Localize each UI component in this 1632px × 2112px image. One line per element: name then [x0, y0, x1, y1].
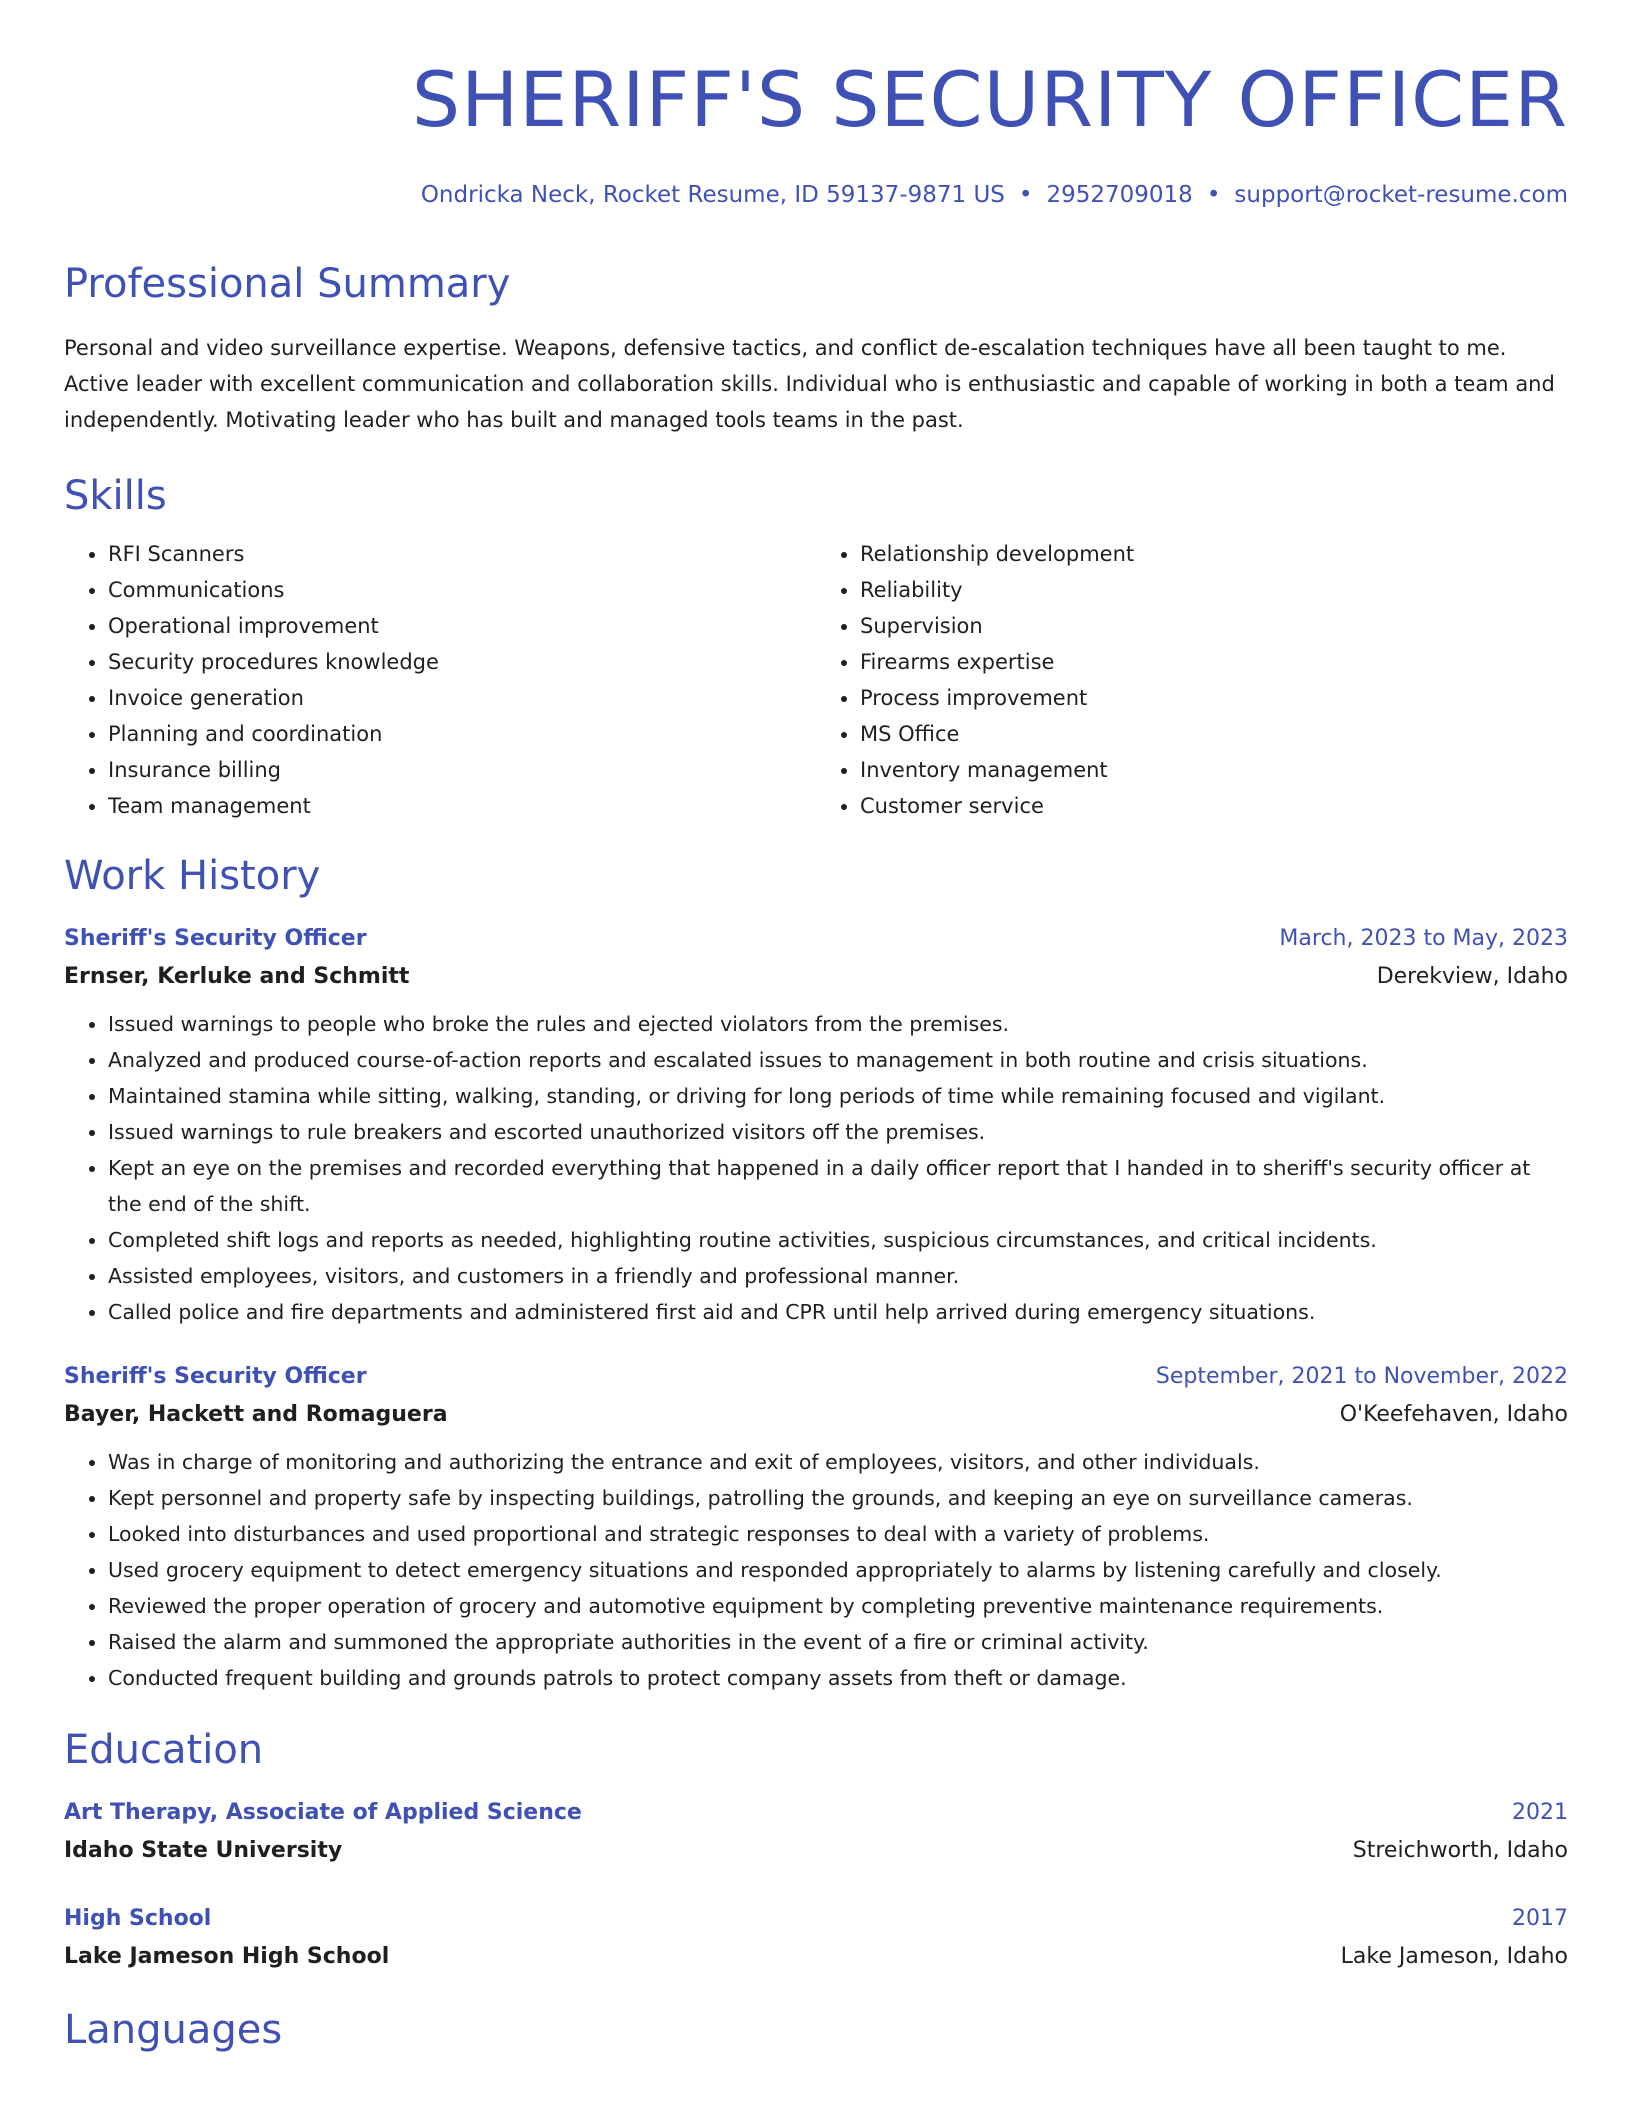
job-bullet: • Kept personnel and property safe by inspecting buildings, patrolling the grounds, and keeping an eye on surveillance cameras. — [108, 1480, 1568, 1516]
job-entry — [64, 920, 1568, 1330]
contact-email: support@rocket-resume.com — [1234, 182, 1568, 208]
education-location: Lake Jameson, Idaho — [1340, 1944, 1568, 1969]
job-company: Ernser, Kerluke and Schmitt — [64, 964, 410, 989]
job-role: Sheriff's Security Officer — [64, 1364, 367, 1389]
resume-name-title: SHERIFF'S SECURITY OFFICER — [411, 55, 1568, 144]
job-bullet: • Raised the alarm and summoned the appropriate authorities in the event of a fire or criminal activity. — [108, 1624, 1568, 1660]
job-header — [64, 1358, 1568, 1396]
job-bullet: • Analyzed and produced course-of-action reports and escalated issues to management in both routine and crisis situations. — [108, 1042, 1568, 1078]
job-company: Bayer, Hackett and Romaguera — [64, 1402, 448, 1427]
job-bullet: • Issued warnings to people who broke the rules and ejected violators from the premises. — [108, 1006, 1568, 1042]
contact-address: Ondricka Neck, Rocket Resume, ID 59137-9871 US — [420, 182, 1005, 208]
job-subheader — [64, 1396, 1568, 1434]
education-header — [64, 1794, 1568, 1832]
job-dates: September, 2021 to November, 2022 — [1155, 1364, 1568, 1389]
education-school: Idaho State University — [64, 1838, 343, 1863]
education-school: Lake Jameson High School — [64, 1944, 390, 1969]
section-title-skills: Skills — [64, 473, 167, 519]
job-role: Sheriff's Security Officer — [64, 926, 367, 951]
job-bullet: • Looked into disturbances and used proportional and strategic responses to deal with a variety of problems. — [108, 1516, 1568, 1552]
job-dates: March, 2023 to May, 2023 — [1279, 926, 1568, 951]
education-degree: Art Therapy, Associate of Applied Science — [64, 1800, 582, 1825]
education-subheader — [64, 1938, 1568, 1976]
education-degree: High School — [64, 1906, 212, 1931]
section-title-summary: Professional Summary — [64, 261, 511, 307]
contact-separator: • — [1206, 182, 1221, 208]
summary-text: Personal and video surveillance expertise. Weapons, defensive tactics, and conflict de-escalation techniques have all been taught to me. Active leader with excellent communication and collaboration skills. Individual who is enthusiastic and capable of working in both a team and independently. Motivating leader who has built and managed tools teams in the past. — [64, 336, 1555, 432]
skill-item: • Reliability — [860, 572, 1568, 608]
job-bullets — [64, 1444, 1568, 1696]
skill-item: • Operational improvement — [108, 608, 816, 644]
skill-item: • Security procedures knowledge — [108, 644, 816, 680]
skill-item: • Communications — [108, 572, 816, 608]
skill-item: • Invoice generation — [108, 680, 816, 716]
education-header — [64, 1900, 1568, 1938]
education-subheader — [64, 1832, 1568, 1870]
job-bullet: • Kept an eye on the premises and recorded everything that happened in a daily officer report that I handed in to sheriff's security officer at the end of the shift. — [108, 1150, 1568, 1222]
skill-item: • Team management — [108, 788, 816, 824]
job-location: O'Keefehaven, Idaho — [1339, 1402, 1568, 1427]
skill-item: • Firearms expertise — [860, 644, 1568, 680]
job-header — [64, 920, 1568, 958]
skills-list — [64, 536, 1568, 824]
contact-phone: 2952709018 — [1046, 182, 1193, 208]
section-title-languages: Languages — [64, 2007, 283, 2053]
job-subheader — [64, 958, 1568, 996]
job-entry — [64, 1358, 1568, 1696]
contact-separator: • — [1018, 182, 1033, 208]
skills-column-left — [64, 536, 816, 824]
job-bullet: • Called police and fire departments and administered first aid and CPR until help arrived during emergency situations. — [108, 1294, 1568, 1330]
job-bullet: • Conducted frequent building and grounds patrols to protect company assets from theft or damage. — [108, 1660, 1568, 1696]
job-bullet: • Maintained stamina while sitting, walking, standing, or driving for long periods of time while remaining focused and vigilant. — [108, 1078, 1568, 1114]
skill-item: • Relationship development — [860, 536, 1568, 572]
skill-item: • Process improvement — [860, 680, 1568, 716]
skill-item: • Planning and coordination — [108, 716, 816, 752]
job-bullet: • Used grocery equipment to detect emergency situations and responded appropriately to alarms by listening carefully and closely. — [108, 1552, 1568, 1588]
education-entry — [64, 1900, 1568, 1976]
skills-column-right — [816, 536, 1568, 824]
job-bullet: • Was in charge of monitoring and authorizing the entrance and exit of employees, visitors, and other individuals. — [108, 1444, 1568, 1480]
skill-item: • MS Office — [860, 716, 1568, 752]
job-bullet: • Reviewed the proper operation of grocery and automotive equipment by completing preventive maintenance requirements. — [108, 1588, 1568, 1624]
section-title-education: Education — [64, 1727, 264, 1773]
skill-item: • Supervision — [860, 608, 1568, 644]
job-bullets — [64, 1006, 1568, 1330]
skill-item: • Insurance billing — [108, 752, 816, 788]
contact-line — [64, 182, 1568, 208]
job-bullet: • Issued warnings to rule breakers and escorted unauthorized visitors off the premises. — [108, 1114, 1568, 1150]
skill-item: • RFI Scanners — [108, 536, 816, 572]
skill-item: • Customer service — [860, 788, 1568, 824]
job-location: Derekview, Idaho — [1376, 964, 1568, 989]
education-year: 2017 — [1512, 1906, 1568, 1931]
section-title-work-history: Work History — [64, 853, 321, 899]
job-bullet: • Assisted employees, visitors, and customers in a friendly and professional manner. — [108, 1258, 1568, 1294]
education-year: 2021 — [1512, 1800, 1568, 1825]
education-entry — [64, 1794, 1568, 1870]
skill-item: • Inventory management — [860, 752, 1568, 788]
job-bullet: • Completed shift logs and reports as needed, highlighting routine activities, suspicious circumstances, and critical incidents. — [108, 1222, 1568, 1258]
education-location: Streichworth, Idaho — [1352, 1838, 1568, 1863]
